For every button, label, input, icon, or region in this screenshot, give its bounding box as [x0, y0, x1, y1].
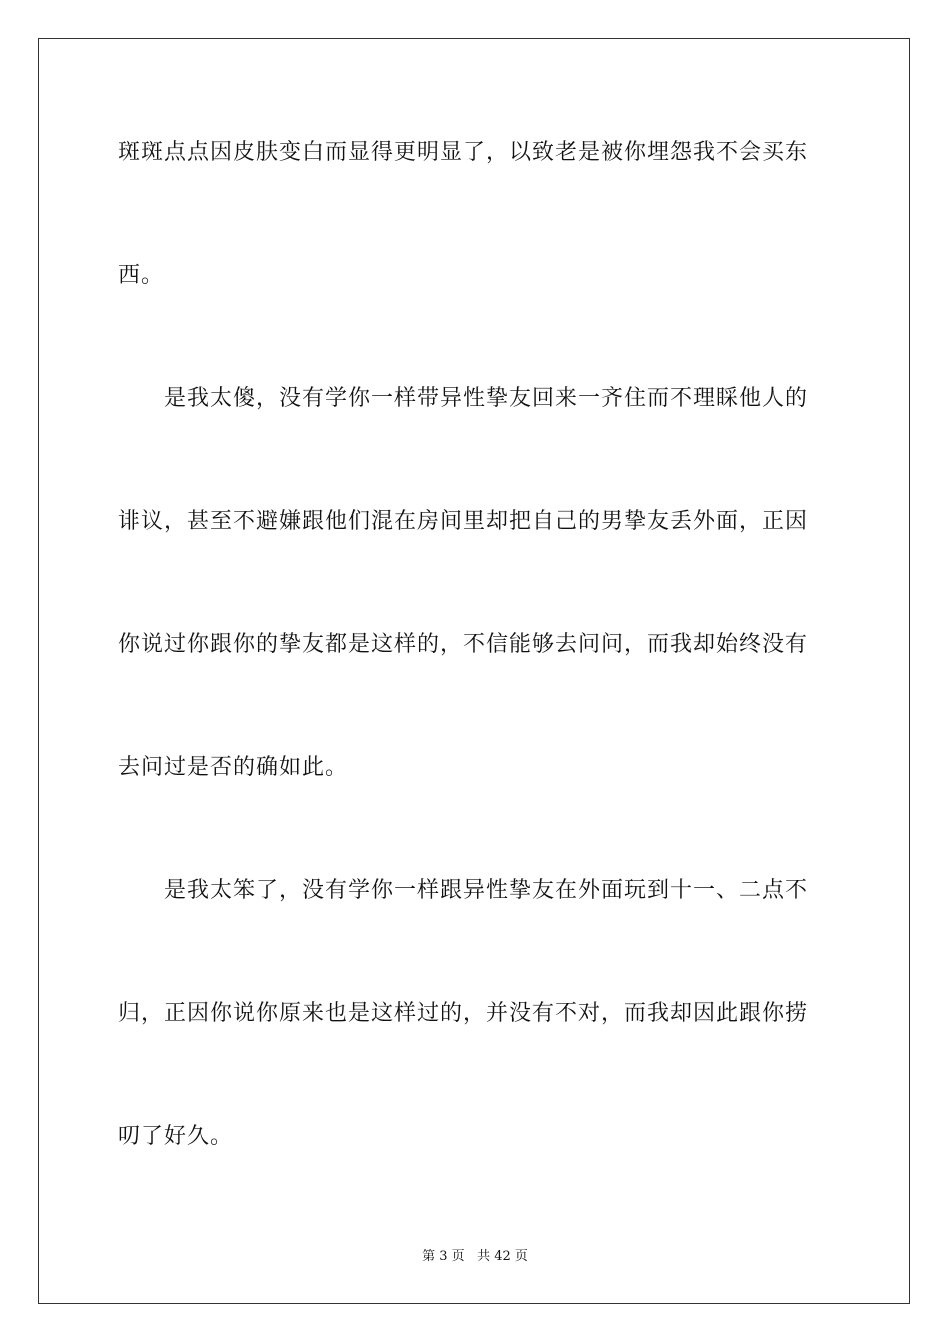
text-line-2: 西。 — [118, 263, 165, 288]
text-line-7: 是我太笨了，没有学你一样跟异性挚友在外面玩到十一、二点不 — [164, 878, 809, 903]
text-line-4: 诽议，甚至不避嫌跟他们混在房间里却把自己的男挚友丢外面，正因 — [118, 509, 809, 534]
page-number: 第 3 页 — [422, 1249, 465, 1264]
text-line-1: 斑斑点点因皮肤变白而显得更明显了，以致老是被你埋怨我不会买东 — [118, 140, 809, 165]
text-line-5: 你说过你跟你的挚友都是这样的，不信能够去问问，而我却始终没有 — [118, 632, 809, 657]
text-line-6: 去问过是否的确如此。 — [118, 755, 349, 780]
text-line-8: 归，正因你说你原来也是这样过的，并没有不对，而我却因此跟你捞 — [118, 1001, 809, 1026]
text-line-3: 是我太傻，没有学你一样带异性挚友回来一齐住而不理睬他人的 — [164, 386, 809, 411]
text-line-9: 叨了好久。 — [118, 1124, 234, 1149]
page-total: 共 42 页 — [477, 1249, 528, 1264]
page-footer — [0, 1248, 950, 1266]
page-border — [38, 38, 910, 1304]
